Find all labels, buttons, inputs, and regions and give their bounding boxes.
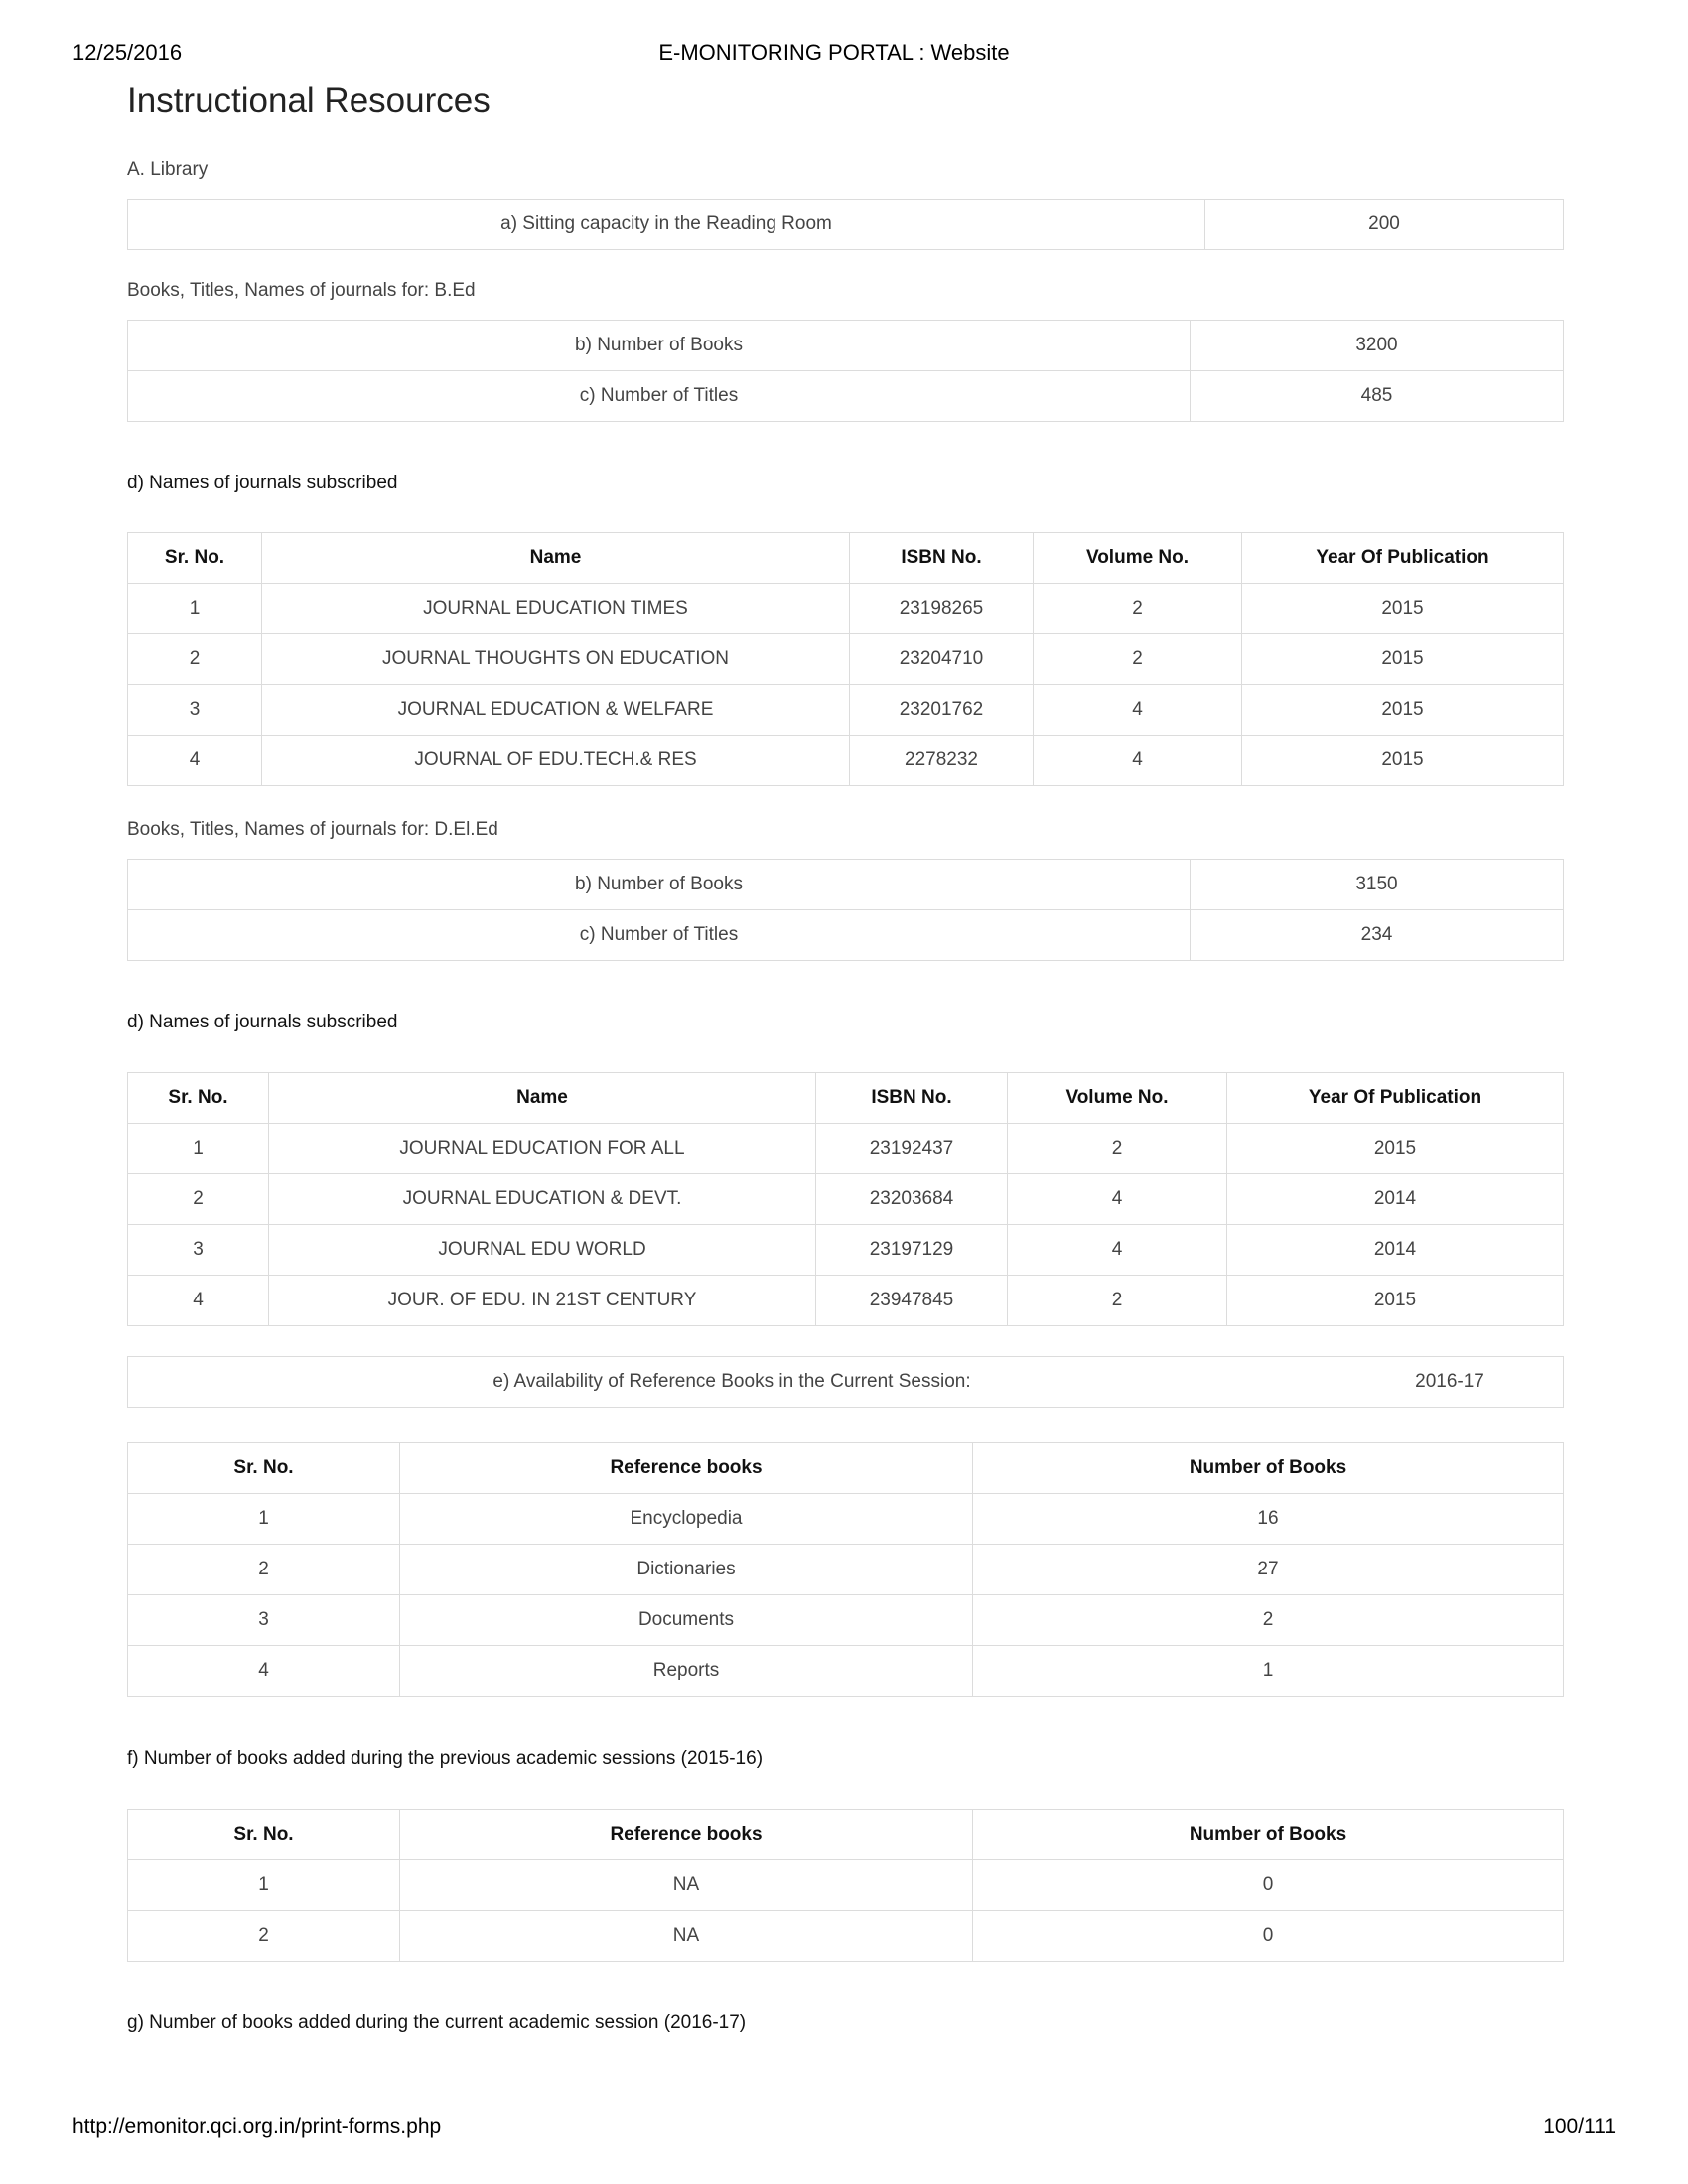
bed-books-table <box>127 320 1564 422</box>
bed-titles-label: c) Number of Titles <box>128 371 1191 422</box>
col-sr-no: Sr. No. <box>128 1443 400 1494</box>
cell-volume: 2 <box>1034 634 1242 685</box>
cell-reference-book: Documents <box>400 1595 973 1646</box>
cell-year: 2015 <box>1227 1276 1564 1326</box>
col-name: Name <box>269 1073 816 1124</box>
print-date: 12/25/2016 <box>72 40 183 65</box>
col-reference-books: Reference books <box>400 1810 973 1860</box>
deled-journals-table <box>127 1072 1564 1326</box>
cell-reference-book: Encyclopedia <box>400 1494 973 1545</box>
reference-books-table <box>127 1442 1564 1697</box>
col-year: Year Of Publication <box>1242 533 1564 584</box>
cell-reference-book: Dictionaries <box>400 1545 973 1595</box>
col-sr-no: Sr. No. <box>128 1073 269 1124</box>
page-number: 100/111 <box>1543 2116 1616 2138</box>
cell-year: 2014 <box>1227 1225 1564 1276</box>
cell-sr-no: 2 <box>128 634 262 685</box>
cell-number-of-books: 27 <box>973 1545 1564 1595</box>
bed-journals-table <box>127 532 1564 786</box>
table-header-row <box>128 1443 1564 1494</box>
table-row <box>128 1225 1564 1276</box>
cell-number-of-books: 2 <box>973 1595 1564 1646</box>
cell-volume: 4 <box>1008 1225 1227 1276</box>
cell-year: 2015 <box>1242 685 1564 736</box>
previous-added-heading: f) Number of books added during the previous academic sessions (2015-16) <box>127 1748 764 1769</box>
cell-isbn: 23203684 <box>816 1174 1008 1225</box>
col-year: Year Of Publication <box>1227 1073 1564 1124</box>
col-volume: Volume No. <box>1034 533 1242 584</box>
table-header-row <box>128 533 1564 584</box>
table-row <box>128 736 1564 786</box>
cell-number-of-books: 1 <box>973 1646 1564 1697</box>
cell-name: JOURNAL EDU WORLD <box>269 1225 816 1276</box>
reference-availability-label: e) Availability of Reference Books in the Current Session: <box>128 1357 1336 1408</box>
table-row <box>128 1124 1564 1174</box>
print-header-title: E-MONITORING PORTAL : Website <box>658 40 1010 65</box>
cell-sr-no: 1 <box>128 1124 269 1174</box>
cell-sr-no: 2 <box>128 1174 269 1225</box>
reference-availability-value: 2016-17 <box>1336 1357 1564 1408</box>
cell-isbn: 23947845 <box>816 1276 1008 1326</box>
cell-reference-book: Reports <box>400 1646 973 1697</box>
cell-year: 2015 <box>1242 736 1564 786</box>
col-isbn: ISBN No. <box>850 533 1034 584</box>
cell-sr-no: 3 <box>128 1595 400 1646</box>
table-row <box>128 910 1564 961</box>
cell-isbn: 23197129 <box>816 1225 1008 1276</box>
deled-books-label: b) Number of Books <box>128 860 1191 910</box>
cell-number-of-books: 0 <box>973 1911 1564 1962</box>
cell-number-of-books: 16 <box>973 1494 1564 1545</box>
col-sr-no: Sr. No. <box>128 1810 400 1860</box>
deled-titles-label: c) Number of Titles <box>128 910 1191 961</box>
cell-isbn: 23204710 <box>850 634 1034 685</box>
cell-name: JOURNAL EDUCATION & WELFARE <box>262 685 850 736</box>
bed-heading: Books, Titles, Names of journals for: B.Ed <box>127 280 476 301</box>
cell-sr-no: 1 <box>128 584 262 634</box>
sitting-capacity-table <box>127 199 1564 250</box>
cell-year: 2015 <box>1242 634 1564 685</box>
col-number-of-books: Number of Books <box>973 1810 1564 1860</box>
bed-titles-value: 485 <box>1191 371 1564 422</box>
cell-year: 2015 <box>1227 1124 1564 1174</box>
table-header-row <box>128 1810 1564 1860</box>
col-name: Name <box>262 533 850 584</box>
cell-sr-no: 4 <box>128 736 262 786</box>
table-row <box>128 1276 1564 1326</box>
col-sr-no: Sr. No. <box>128 533 262 584</box>
col-isbn: ISBN No. <box>816 1073 1008 1124</box>
cell-isbn: 23198265 <box>850 584 1034 634</box>
table-row <box>128 1494 1564 1545</box>
table-row <box>128 1911 1564 1962</box>
bed-books-label: b) Number of Books <box>128 321 1191 371</box>
cell-name: JOURNAL OF EDU.TECH.& RES <box>262 736 850 786</box>
deled-books-value: 3150 <box>1191 860 1564 910</box>
cell-sr-no: 2 <box>128 1911 400 1962</box>
cell-sr-no: 4 <box>128 1276 269 1326</box>
deled-journals-heading: d) Names of journals subscribed <box>127 1012 398 1032</box>
table-row <box>128 1545 1564 1595</box>
cell-sr-no: 3 <box>128 1225 269 1276</box>
previous-added-table <box>127 1809 1564 1962</box>
reference-availability-table <box>127 1356 1564 1408</box>
deled-heading: Books, Titles, Names of journals for: D.El.Ed <box>127 819 498 840</box>
cell-year: 2015 <box>1242 584 1564 634</box>
cell-volume: 4 <box>1034 685 1242 736</box>
cell-volume: 2 <box>1008 1276 1227 1326</box>
cell-name: JOURNAL EDUCATION TIMES <box>262 584 850 634</box>
cell-sr-no: 1 <box>128 1860 400 1911</box>
col-reference-books: Reference books <box>400 1443 973 1494</box>
col-volume: Volume No. <box>1008 1073 1227 1124</box>
cell-volume: 2 <box>1034 584 1242 634</box>
cell-volume: 4 <box>1034 736 1242 786</box>
table-row <box>128 1174 1564 1225</box>
cell-isbn: 23201762 <box>850 685 1034 736</box>
print-footer-url: http://emonitor.qci.org.in/print-forms.php <box>72 2116 442 2138</box>
table-row <box>128 321 1564 371</box>
current-added-heading: g) Number of books added during the current academic session (2016-17) <box>127 2012 747 2033</box>
table-row <box>128 371 1564 422</box>
cell-reference-book: NA <box>400 1911 973 1962</box>
table-header-row <box>128 1073 1564 1124</box>
cell-name: JOURNAL EDUCATION FOR ALL <box>269 1124 816 1174</box>
cell-number-of-books: 0 <box>973 1860 1564 1911</box>
sitting-capacity-label: a) Sitting capacity in the Reading Room <box>128 200 1205 250</box>
table-row <box>128 1860 1564 1911</box>
cell-name: JOURNAL EDUCATION & DEVT. <box>269 1174 816 1225</box>
table-row <box>128 1357 1564 1408</box>
cell-volume: 2 <box>1008 1124 1227 1174</box>
cell-name: JOURNAL THOUGHTS ON EDUCATION <box>262 634 850 685</box>
table-row <box>128 584 1564 634</box>
library-heading: A. Library <box>127 159 209 180</box>
cell-sr-no: 1 <box>128 1494 400 1545</box>
bed-books-value: 3200 <box>1191 321 1564 371</box>
table-row <box>128 1646 1564 1697</box>
deled-books-table <box>127 859 1564 961</box>
cell-reference-book: NA <box>400 1860 973 1911</box>
deled-titles-value: 234 <box>1191 910 1564 961</box>
page-title: Instructional Resources <box>127 81 491 120</box>
cell-isbn: 2278232 <box>850 736 1034 786</box>
cell-volume: 4 <box>1008 1174 1227 1225</box>
table-row <box>128 1595 1564 1646</box>
cell-year: 2014 <box>1227 1174 1564 1225</box>
cell-sr-no: 3 <box>128 685 262 736</box>
table-row <box>128 634 1564 685</box>
bed-journals-heading: d) Names of journals subscribed <box>127 473 398 493</box>
cell-isbn: 23192437 <box>816 1124 1008 1174</box>
cell-sr-no: 4 <box>128 1646 400 1697</box>
cell-name: JOUR. OF EDU. IN 21ST CENTURY <box>269 1276 816 1326</box>
table-row <box>128 685 1564 736</box>
col-number-of-books: Number of Books <box>973 1443 1564 1494</box>
sitting-capacity-value: 200 <box>1205 200 1564 250</box>
table-row <box>128 200 1564 250</box>
cell-sr-no: 2 <box>128 1545 400 1595</box>
table-row <box>128 860 1564 910</box>
